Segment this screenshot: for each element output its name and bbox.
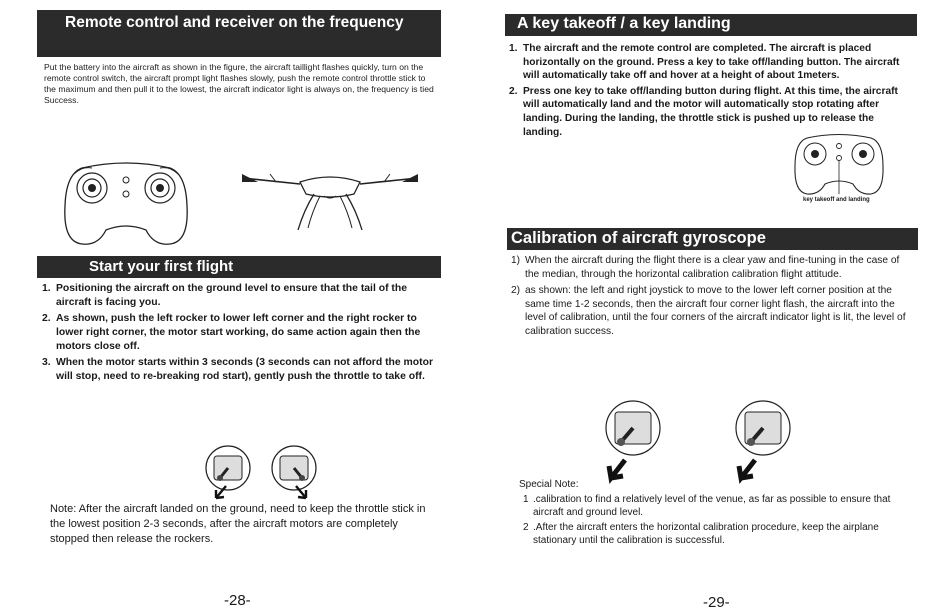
takeoff-title: A key takeoff / a key landing xyxy=(517,15,731,32)
special-note-item: 1 .calibration to find a relatively level of the venue, as far as possible to ensure that aircraft and ground level. xyxy=(523,494,891,518)
frequency-body: Put the battery into the aircraft as shown in the figure, the aircraft taillight flashes quickly, turn on the remote control switch, the aircraft prompt light flashes slowly, push the remote control throttle stick to the maximum and then pull it to the lowest, the aircraft indicator light is always on, the frequency is tied Success. xyxy=(44,62,434,105)
special-note-item: 2 .After the aircraft enters the horizontal calibration procedure, keep the airplane stationary until the calibration is successful. xyxy=(523,522,879,546)
page-number-28: -28- xyxy=(224,592,251,609)
first-flight-item: 1. Positioning the aircraft on the ground level to ensure that the tail of the aircraft is facing you. xyxy=(42,283,407,308)
landing-note xyxy=(50,502,440,547)
note-text: After the aircraft landed on the ground, need to keep the throttle stick in the lowest position 2-3 seconds, after the aircraft motors are completely stopped then release the rockers. xyxy=(50,503,426,545)
joystick-start-illustration xyxy=(204,444,324,504)
special-note-label: Special Note: xyxy=(519,479,579,490)
first-flight-header xyxy=(37,256,441,278)
gyro-item: 2) as shown: the left and right joystick to move to the lower left corner position at the same time 1-2 seconds, then the aircraft four corner light flash, the aircraft into the level of calibration, until the four corners of the aircraft indicator light is lit, the level of calibration success. xyxy=(511,285,906,337)
special-note xyxy=(519,478,919,547)
takeoff-caption: key takeoff and landing xyxy=(803,197,870,203)
note-label: Note: xyxy=(50,503,77,515)
first-flight-item: 2. As shown, push the left rocker to lower left corner and the right rocker to lower right corner, the motor start working, do same action again then the motors close off. xyxy=(42,313,421,352)
takeoff-header xyxy=(505,14,917,36)
takeoff-item: 1. The aircraft and the remote control are completed. The aircraft is placed horizontally on the ground. Press a key to take off/landing button. The aircraft will automatically take off and hover at a height of about 1meters. xyxy=(509,43,900,82)
first-flight-title: Start your first flight xyxy=(89,258,234,275)
page-number-29: -29- xyxy=(703,594,730,611)
drone-side-illustration xyxy=(240,170,420,240)
gyro-title: Calibration of aircraft gyroscope xyxy=(511,229,766,247)
frequency-header xyxy=(37,10,441,57)
first-flight-item: 3. When the motor starts within 3 seconds (3 seconds can not afford the motor will stop, need to re-breaking rod start), gently push the throttle to take off. xyxy=(42,357,433,382)
takeoff-item: 2. Press one key to take off/landing button during flight. At this time, the aircraft will automatically land and the motor will automatically stop rotating after landing. During the landing, the throttle stick is pushed up to release the landing. xyxy=(509,85,898,138)
gyro-header xyxy=(507,228,918,250)
gyro-item: 1) When the aircraft during the flight there is a clear yaw and fine-tuning in the case of the median, through the horizontal calibration calibration flight attitude. xyxy=(511,255,900,280)
takeoff-list xyxy=(509,42,909,141)
right-page xyxy=(475,0,950,612)
remote-takeoff-illustration xyxy=(793,132,885,196)
first-flight-list xyxy=(42,282,440,386)
joystick-calibration-illustration xyxy=(605,398,825,484)
gyro-list xyxy=(511,254,915,341)
frequency-title: Remote control and receiver on the frequency xyxy=(65,14,404,31)
remote-controller-illustration xyxy=(62,160,190,246)
